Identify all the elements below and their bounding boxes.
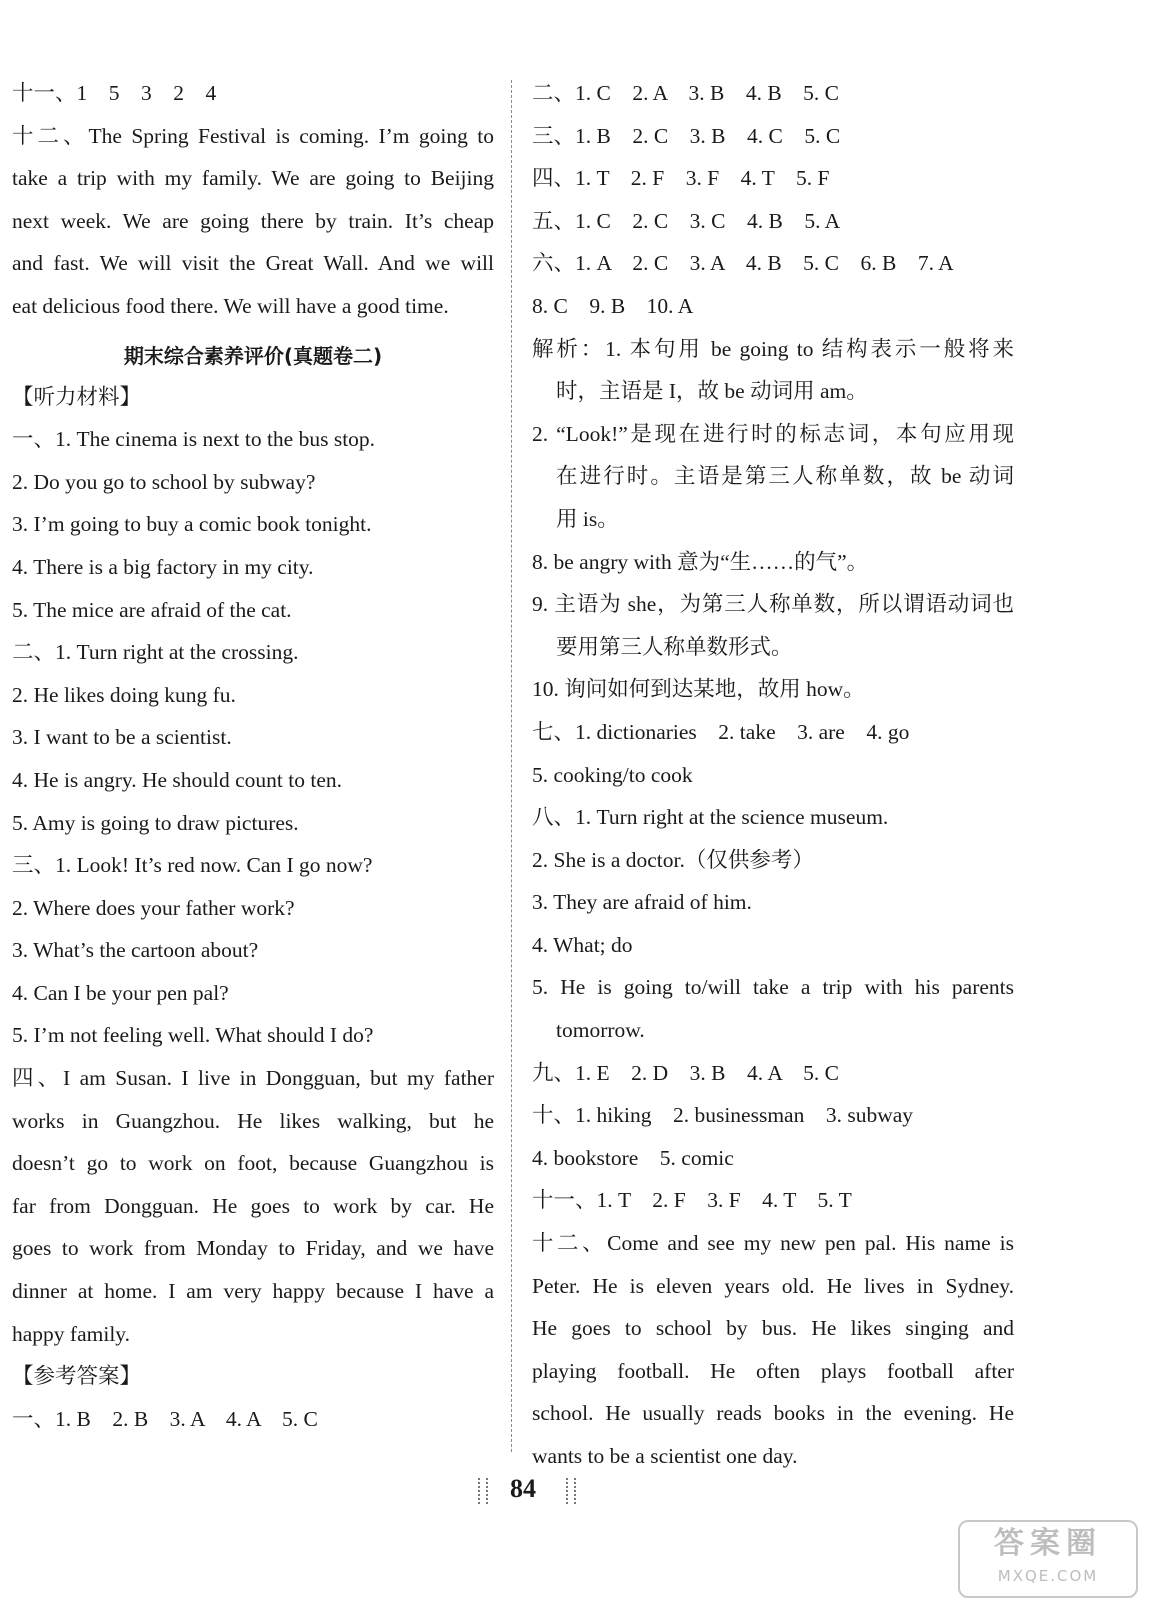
passage-line: works in Guangzhou. He likes walking, but he <box>12 1108 494 1133</box>
listening-line: 4. He is angry. He should count to ten. <box>12 767 343 792</box>
answer-line: 六、1. A 2. C 3. A 4. B 5. C 6. B 7. A <box>532 251 954 276</box>
explanation-line: 8. be angry with 意为“生……的气”。 <box>532 549 869 574</box>
passage-line: happy family. <box>12 1321 131 1346</box>
listening-line: 5. Amy is going to draw pictures. <box>12 810 299 835</box>
essay-line: eat delicious food there. We will have a good time. <box>12 293 449 318</box>
listening-line: 二、1. Turn right at the crossing. <box>12 640 299 665</box>
listening-line: 5. The mice are afraid of the cat. <box>12 597 292 622</box>
answer-line: tomorrow. <box>556 1018 645 1043</box>
explanation-line: 9. 主语为 she，为第三人称单数，所以谓语动词也 <box>532 592 1014 617</box>
essay-line: take a trip with my family. We are going to Beijing <box>12 166 494 191</box>
section-title: 期末综合素养评价(真题卷二) <box>123 343 383 368</box>
passage-line: doesn’t go to work on foot, because Guangzhou is <box>12 1151 494 1176</box>
answer-line: 七、1. dictionaries 2. take 3. are 4. go <box>532 719 910 744</box>
listening-line: 2. He likes doing kung fu. <box>12 682 236 707</box>
answer-line: 4. bookstore 5. comic <box>532 1145 734 1170</box>
answer-line: 五、1. C 2. C 3. C 4. B 5. A <box>532 208 841 233</box>
answer-line: 5. He is going to/will take a trip with his parents <box>532 975 1014 1000</box>
answer-line: 三、1. B 2. C 3. B 4. C 5. C <box>532 123 841 148</box>
answer-line: 十、1. hiking 2. businessman 3. subway <box>532 1103 914 1128</box>
right-column <box>532 72 1014 1478</box>
essay-line: wants to be a scientist one day. <box>532 1444 798 1468</box>
listening-line: 4. There is a big factory in my city. <box>12 554 314 579</box>
passage-line: dinner at home. I am very happy because I have a <box>12 1279 494 1304</box>
explanation-line: 用 is。 <box>556 506 619 531</box>
answer-line: 八、1. Turn right at the science museum. <box>532 805 889 830</box>
answer-line: 十一、1. T 2. F 3. F 4. T 5. T <box>532 1188 852 1213</box>
answer-line: 8. C 9. B 10. A <box>532 293 694 318</box>
answer-line: 九、1. E 2. D 3. B 4. A 5. C <box>532 1060 839 1085</box>
listening-line: 2. Do you go to school by subway? <box>12 469 316 494</box>
answer-line: 四、1. T 2. F 3. F 4. T 5. F <box>532 166 830 191</box>
listening-line: 3. I want to be a scientist. <box>12 725 232 750</box>
column-divider <box>511 80 512 1452</box>
explanation-line: 2. “Look!”是现在进行时的标志词，本句应用现 <box>532 421 1014 446</box>
essay-line: school. He usually reads books in the evening. He <box>532 1401 1014 1426</box>
listening-line: 3. I’m going to buy a comic book tonight. <box>12 512 372 537</box>
left-column <box>12 72 494 1440</box>
passage-line: goes to work from Monday to Friday, and we have <box>12 1236 494 1261</box>
answer-line: 3. They are afraid of him. <box>532 890 752 915</box>
essay-line: next week. We are going there by train. It’s cheap <box>12 208 494 233</box>
section-label: 【参考答案】 <box>12 1364 142 1389</box>
explanation-line: 在进行时。主语是第三人称单数，故 be 动词 <box>556 464 1014 489</box>
answer-line: 4. What; do <box>532 932 633 957</box>
answer-line: 二、1. C 2. A 3. B 4. B 5. C <box>532 81 840 105</box>
answer-line: 一、1. B 2. B 3. A 4. A 5. C <box>12 1406 318 1431</box>
watermark-site: MXQE.COM <box>997 1567 1099 1585</box>
explanation-line: 时，主语是 I，故 be 动词用 am。 <box>556 379 868 404</box>
listening-line: 三、1. Look! It’s red now. Can I go now? <box>12 853 373 878</box>
page-ornament-right <box>566 1478 576 1504</box>
page-number: 84 <box>510 1474 536 1503</box>
listening-line: 一、1. The cinema is next to the bus stop. <box>12 427 376 452</box>
explanation-line: 解析：1. 本句用 be going to 结构表示一般将来 <box>532 336 1014 361</box>
watermark-logo <box>958 1520 1138 1598</box>
page-ornament-left <box>478 1478 488 1504</box>
answer-line: 5. cooking/to cook <box>532 762 693 787</box>
essay-line: 十二、Come and see my new pen pal. His name is <box>532 1231 1014 1256</box>
listening-line: 4. Can I be your pen pal? <box>12 980 229 1005</box>
essay-line: Peter. He is eleven years old. He lives in Sydney. <box>532 1273 1014 1298</box>
watermark-logo-text: 答案圈 <box>994 1526 1102 1561</box>
essay-line: playing football. He often plays football after <box>532 1358 1014 1383</box>
passage-line: far from Dongguan. He goes to work by car. He <box>12 1193 494 1218</box>
essay-line: and fast. We will visit the Great Wall. And we will <box>12 251 494 276</box>
essay-line: He goes to school by bus. He likes singing and <box>532 1316 1014 1341</box>
answer-line: 2. She is a doctor.（仅供参考） <box>532 847 814 872</box>
passage-line: 四、I am Susan. I live in Dongguan, but my father <box>12 1066 494 1091</box>
answer-line: 十一、1 5 3 2 4 <box>12 81 217 105</box>
listening-line: 2. Where does your father work? <box>12 895 295 920</box>
listening-line: 5. I’m not feeling well. What should I do? <box>12 1023 374 1048</box>
explanation-line: 10. 询问如何到达某地，故用 how。 <box>532 677 865 702</box>
explanation-line: 要用第三人称单数形式。 <box>556 634 793 659</box>
essay-line: 十二、The Spring Festival is coming. I’m going to <box>12 123 494 148</box>
listening-line: 3. What’s the cartoon about? <box>12 938 259 963</box>
section-label: 【听力材料】 <box>12 384 142 409</box>
